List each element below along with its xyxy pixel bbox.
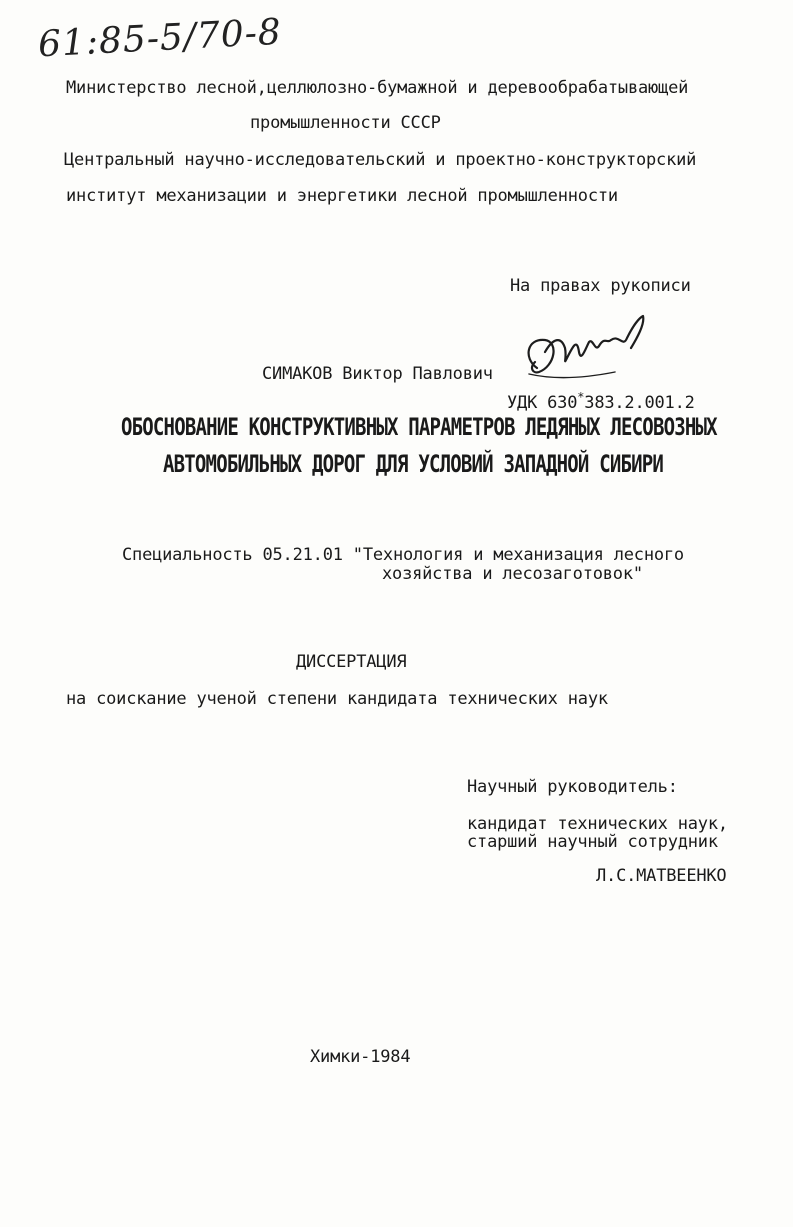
udc-suffix: 383.2.001.2	[584, 393, 695, 413]
specialty-line-1: Специальность 05.21.01 "Технология и механизация лесного	[122, 545, 684, 565]
institute-line-2: институт механизации и энергетики лесной промышленности	[66, 186, 618, 206]
supervisor-title-line-2: старший научный сотрудник	[467, 832, 718, 852]
title-line-1: ОБОСНОВАНИЕ КОНСТРУКТИВНЫХ ПАРАМЕТРОВ ЛЕДЯНЫХ ЛЕСОВОЗНЫХ	[121, 413, 717, 442]
author-signature	[515, 308, 655, 398]
title-line-2: АВТОМОБИЛЬНЫХ ДОРОГ ДЛЯ УСЛОВИЙ ЗАПАДНОЙ СИБИРИ	[163, 450, 664, 479]
rights-note: На правах рукописи	[510, 276, 691, 296]
udc-code	[507, 390, 695, 414]
udc-superscript: *	[577, 390, 585, 404]
institute-line-1: Центральный научно-исследовательский и проектно-конструкторский	[64, 150, 697, 170]
author-name: СИМАКОВ Виктор Павлович	[262, 364, 493, 384]
ministry-line-2: промышленности СССР	[250, 113, 441, 133]
place-year: Химки-1984	[310, 1047, 411, 1067]
degree-line: на соискание ученой степени кандидата технических наук	[66, 689, 608, 709]
supervisor-title-line-1: кандидат технических наук,	[467, 814, 728, 834]
supervisor-name: Л.С.МАТВЕЕНКО	[596, 866, 727, 886]
ministry-line-1: Министерство лесной,целлюлозно-бумажной и деревообрабатывающей	[66, 78, 689, 98]
handwritten-archive-code: 61:85-5/70-8	[37, 11, 283, 66]
document-type: ДИССЕРТАЦИЯ	[296, 652, 407, 672]
udc-prefix: УДК 630	[507, 393, 578, 413]
specialty-line-2: хозяйства и лесозаготовок"	[382, 564, 643, 584]
supervisor-label: Научный руководитель:	[467, 777, 678, 797]
